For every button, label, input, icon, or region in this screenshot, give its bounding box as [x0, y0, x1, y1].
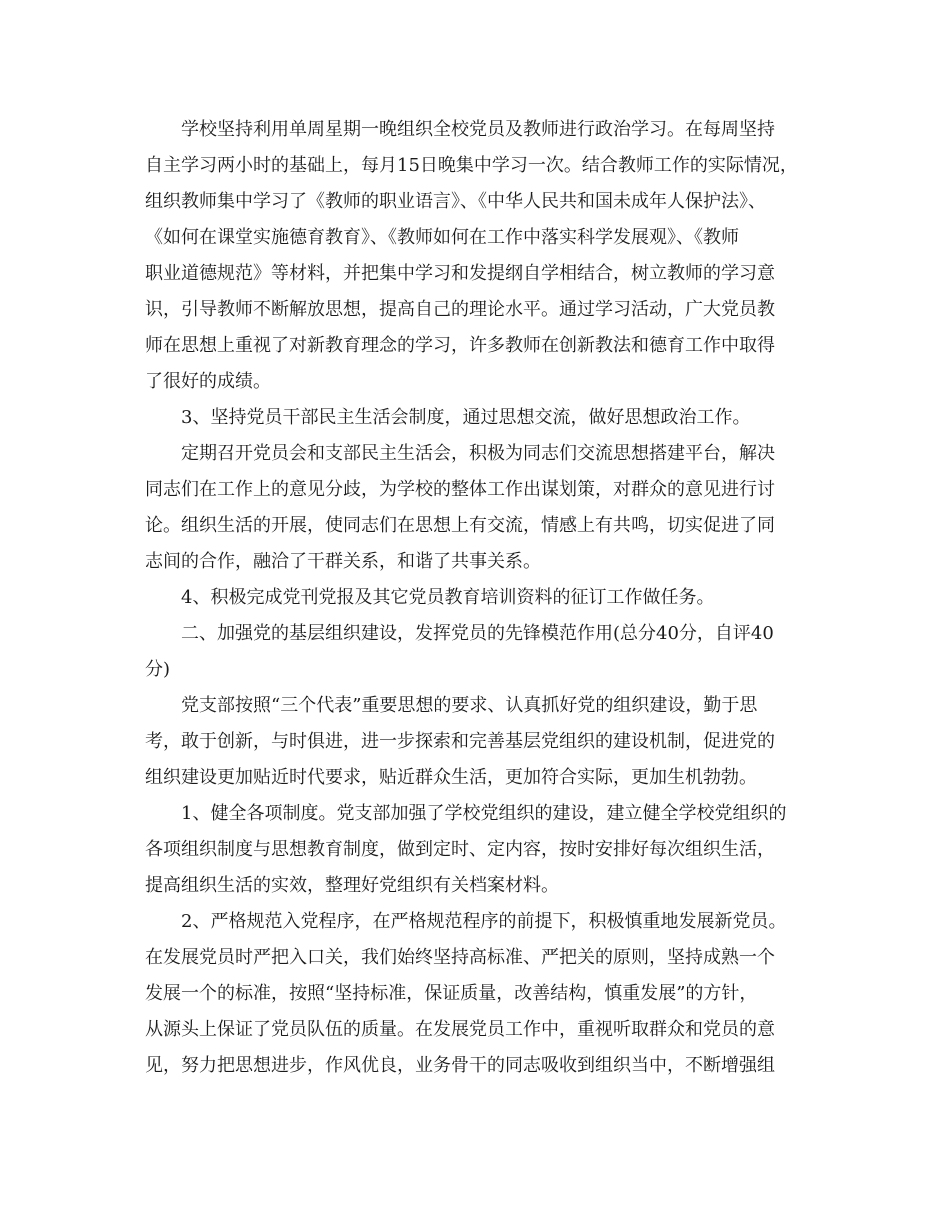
text-line: 分)	[145, 659, 171, 680]
text-line: 师在思想上重视了对新教育理念的学习，许多教师在创新教法和德育工作中取得	[145, 335, 775, 356]
text-line: 组织教师集中学习了《教师的职业语言》、《中华人民共和国未成年人保护法》、	[145, 191, 766, 212]
text-line: 见，努力把思想进步，作风优良，业务骨干的同志吸收到组织当中，不断增强组	[145, 1055, 775, 1076]
text-line: 党支部按照“三个代表”重要思想的要求、认真抓好党的组织建设，勤于思	[181, 695, 758, 716]
text-line: 论。组织生活的开展，使同志们在思想上有交流，情感上有共鸣，切实促进了同	[145, 515, 775, 536]
text-line: 各项组织制度与思想教育制度，做到定时、定内容，按时安排好每次组织生活，	[145, 839, 775, 860]
text-line: 二、加强党的基层组织建设，发挥党员的先锋模范作用(总分40分，自评40	[181, 623, 774, 644]
text-line: 2、严格规范入党程序，在严格规范程序的前提下，积极慎重地发展新党员。	[181, 911, 787, 932]
text-line: 同志们在工作上的意见分歧，为学校的整体工作出谋划策，对群众的意见进行讨	[145, 479, 775, 500]
text-line: 自主学习两小时的基础上，每月15日晚集中学习一次。结合教师工作的实际情况，	[145, 155, 798, 176]
text-line: 组织建设更加贴近时代要求，贴近群众生活，更加符合实际，更加生机勃勃。	[145, 767, 757, 788]
text-line: 考，敢于创新，与时俱进，进一步探索和完善基层党组织的建设机制，促进党的	[145, 731, 775, 752]
text-line: 1、健全各项制度。党支部加强了学校党组织的建设，建立健全学校党组织的	[181, 803, 787, 824]
text-line: 4、积极完成党刊党报及其它党员教育培训资料的征订工作做任务。	[181, 587, 715, 608]
text-line: 定期召开党员会和支部民主生活会，积极为同志们交流思想搭建平台，解决	[181, 443, 775, 464]
text-line: 《如何在课堂实施德育教育》、《教师如何在工作中落实科学发展观》、《教师	[145, 227, 739, 248]
text-line: 在发展党员时严把入口关，我们始终坚持高标准、严把关的原则，坚持成熟一个	[145, 947, 775, 968]
text-line: 志间的合作，融洽了干群关系，和谐了共事关系。	[145, 551, 541, 572]
document-body	[145, 112, 810, 1084]
text-line: 从源头上保证了党员队伍的质量。在发展党员工作中，重视听取群众和党员的意	[145, 1019, 775, 1040]
text-line: 3、坚持党员干部民主生活会制度，通过思想交流，做好思想政治工作。	[181, 407, 751, 428]
text-line: 学校坚持利用单周星期一晚组织全校党员及教师进行政治学习。在每周坚持	[181, 119, 775, 140]
text-line: 了很好的成绩。	[145, 371, 271, 392]
text-line: 职业道德规范》等材料，并把集中学习和发提纲自学相结合，树立教师的学习意	[145, 263, 775, 284]
text-line: 提高组织生活的实效，整理好党组织有关档案材料。	[145, 875, 559, 896]
text-line: 识，引导教师不断解放思想，提高自己的理论水平。通过学习活动，广大党员教	[145, 299, 775, 320]
text-line: 发展一个的标准，按照“坚持标准，保证质量，改善结构，慎重发展”的方针，	[145, 983, 758, 1004]
